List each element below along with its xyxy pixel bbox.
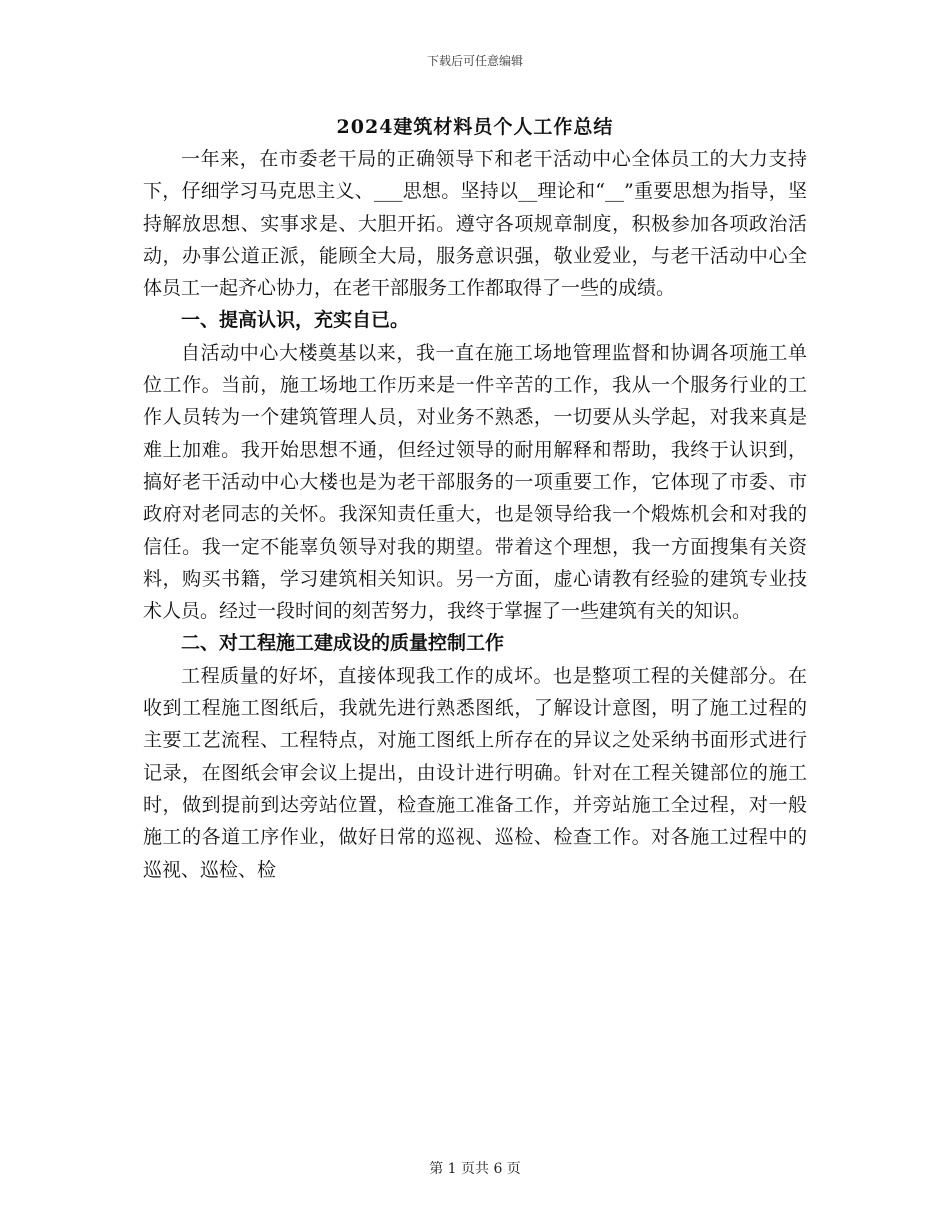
document-title: 2024建筑材料员个人工作总结 — [336, 116, 614, 138]
paragraph-section-1: 自活动中心大楼奠基以来，我一直在施工场地管理监督和协调各项施工单位工作。当前，施工场地工作历来是一件辛苦的工作，我从一个服务行业的工作人员转为一个建筑管理人员，对业务不熟悉，一切要从头学起，对我来真是难上加难。我开始思想不通，但经过领导的耐用解释和帮助，我终于认识到，搞好老干活动中心大楼也是为老干部服务的一项重要工作，它体现了市委、市政府对老同志的关怀。我深知责任重大，也是领导给我一个煅炼机会和对我的信任。我一定不能辜负领导对我的期望。带着这个理想，我一方面搜集有关资料，购买书籍，学习建筑相关知识。另一方面，虚心请教有经验的建筑专业技术人员。经过一段时间的刻苦努力，我终于掌握了一些建筑有关的知识。 — [143, 341, 807, 623]
section-heading-2: 二、对工程施工建成设的质量控制工作 — [181, 632, 505, 655]
page-number: 第 1 页共 6 页 — [429, 1161, 521, 1177]
section-heading-1: 一、提高认识，充实自已。 — [181, 309, 410, 332]
paragraph-section-2: 工程质量的好坏，直接体现我工作的成坏。也是整项工程的关健部分。在收到工程施工图纸后，我就先进行熟悉图纸，了解设计意图，明了施工过程的主要工艺流程、工程特点，对施工图纸上所存在的异议之处采纳书面形式进行记录，在图纸会审会议上提出，由设计进行明确。针对在工程关键部位的施工时，做到提前到达旁站位置，检查施工准备工作，并旁站施工全过程，对一般施工的各道工序作业，做好日常的巡视、巡检、检查工作。对各施工过程中的巡视、巡检、检 — [143, 664, 807, 881]
document-body — [143, 143, 807, 886]
paragraph-intro: 一年来，在市委老干局的正确领导下和老干活动中心全体员工的大力支持下，仔细学习马克思主义、___思想。坚持以__理论和“__”重要思想为指导，坚持解放思想、实事求是、大胆开拓。遵守各项规章制度，积极参加各项政治活动，办事公道正派，能顾全大局，服务意识强，敬业爱业，与老干活动中心全体员工一起齐心协力，在老干部服务工作都取得了一些的成绩。 — [143, 148, 807, 300]
header-note: 下载后可任意编辑 — [426, 54, 523, 68]
